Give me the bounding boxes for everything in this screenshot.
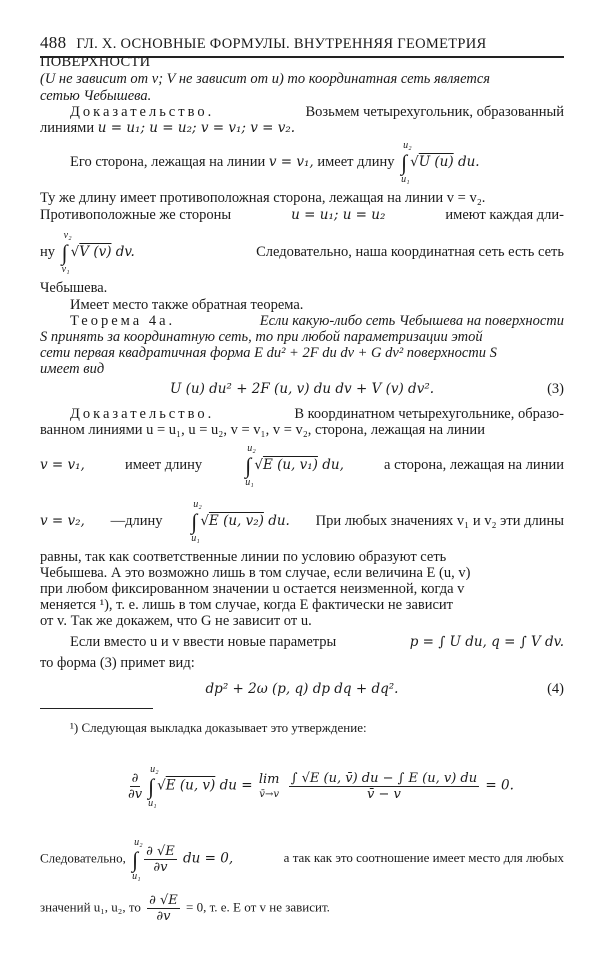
text-line <box>40 104 564 120</box>
formula-3 <box>40 381 564 397</box>
text: а сторона, лежащая на линии <box>384 457 564 473</box>
text-line <box>40 406 564 422</box>
upper-limit: u₂ <box>403 139 412 151</box>
running-header <box>40 34 564 71</box>
lower-limit: u₁ <box>191 532 200 544</box>
equation-number: (4) <box>547 681 564 697</box>
math: dp² + 2ω (p, q) dp dq + dq². <box>205 681 399 697</box>
equation-number: (3) <box>547 381 564 397</box>
text: Если какую-либо сеть Чебышева на поверхности <box>259 313 564 329</box>
math: U (u) <box>418 154 454 170</box>
math: p = ∫ U du, q = ∫ V dv. <box>409 634 564 650</box>
text: = 0, т. е. E от v не зависит. <box>186 899 330 915</box>
theorem-line: имеет вид <box>40 361 105 377</box>
text: Следовательно, <box>40 850 126 866</box>
math: ∂ <box>131 771 139 786</box>
text: —длину <box>110 513 163 529</box>
math: V (v) <box>79 244 112 260</box>
lower-limit: u₁ <box>401 173 410 185</box>
text-line: при любом фиксированном значении u остается неизменной, когда v <box>40 581 465 597</box>
proof-label: Доказательство. <box>70 104 215 120</box>
text: При любых значениях v₁ и v₂ эти длины <box>315 513 564 529</box>
text: имеет длину <box>125 457 203 473</box>
text-line: v = v₁, имеет длину ∫ u₂ u₁ √E (u, v₁) du, а сторона, лежащая на линии <box>40 442 564 488</box>
text-line <box>40 120 564 136</box>
footnote-line <box>40 836 564 882</box>
math: du. <box>268 513 290 529</box>
text-line: от v. Так же докажем, что G не зависит от u. <box>40 613 312 629</box>
text: В координатном четырехугольнике, образо- <box>294 406 564 422</box>
header-rule <box>40 56 564 58</box>
math: ∂ √E <box>146 844 175 859</box>
integral-sign: ∫ u₂ u₁ <box>191 498 202 544</box>
math: lim <box>258 771 280 787</box>
proof-label: Доказательство. <box>70 406 215 422</box>
math: du. <box>457 154 480 170</box>
text-line: то форма (3) примет вид: <box>40 655 195 671</box>
math: v̄ − v <box>366 787 401 802</box>
upper-limit: u₂ <box>247 442 256 454</box>
text: Противоположные же стороны <box>40 207 232 223</box>
text: имеют каждая дли- <box>445 207 564 223</box>
math: U (u) du² + 2F (u, v) du dv + V (v) dv². <box>169 381 435 397</box>
footnote-line <box>40 893 564 924</box>
math: v̄→v <box>259 788 279 800</box>
integral-sign: ∫ u₂ u₁ <box>132 836 143 882</box>
running-title: ГЛ. X. ОСНОВНЫЕ ФОРМУЛЫ. ВНУТРЕННЯЯ ГЕОМЕТРИЯ ПОВЕРХНОСТИ <box>40 36 487 70</box>
integral-sign: ∫ v₂ v₁ <box>61 229 72 275</box>
upper-limit: u₂ <box>193 498 202 510</box>
math: v = v₁, <box>40 457 85 473</box>
upper-limit: u₂ <box>150 763 159 775</box>
math: u = u₁; u = u₂ <box>291 207 386 223</box>
math: = 0. <box>485 777 514 794</box>
footnote-rule <box>40 708 153 709</box>
text-line <box>40 634 564 650</box>
text-line: равны, так как соответственные линии по условию образуют сеть <box>40 549 447 565</box>
integral-sign: ∫ u₂ u₁ <box>245 442 256 488</box>
math: E (u, v₁) <box>262 457 318 473</box>
math: v = v₂, <box>40 513 85 529</box>
theorem-line: сети первая квадратичная форма E du² + 2F du dv + G dv² поверхности S <box>40 345 497 361</box>
text-line: ну ∫ v₂ v₁ √V (v) dv. Следовательно, наша координатная сеть есть сеть <box>40 229 564 275</box>
lower-limit: u₁ <box>148 797 157 809</box>
integral-sign: ∫ u₂ u₁ <box>148 763 159 809</box>
math: v = v₁, <box>268 154 314 170</box>
math: ∂v <box>153 860 168 875</box>
math: ∫ √E (u, v̄) du − ∫ E (u, v) du <box>290 771 478 786</box>
text: имеет длину <box>317 154 395 170</box>
math: ∂ √E <box>149 893 178 908</box>
lower-limit: u₁ <box>245 476 254 488</box>
upper-limit: u₂ <box>134 836 143 848</box>
formula-4 <box>40 681 564 697</box>
text-line: Его сторона, лежащая на линии v = v₁, имеет длину ∫ u₂ u₁ √U (u) du. <box>70 139 480 185</box>
theorem-line: S принять за координатную сеть, то при любой параметризации этой <box>40 329 483 345</box>
text-line: Чебышева. <box>40 280 108 296</box>
text: Возьмем четырехугольник, образованный <box>305 104 564 120</box>
math: E (u, v₂) <box>208 513 264 529</box>
theorem-line <box>40 313 564 329</box>
text: а так как это соотношение имеет место для любых <box>283 850 564 866</box>
text: значений u₁, u₂, то <box>40 899 141 915</box>
text-line: ванном линиями u = u₁, u = u₂, v = v₁, v = v₂, сторона, лежащая на линии <box>40 422 485 438</box>
text-line: Чебышева. А это возможно лишь в том случае, если величина E (u, v) <box>40 565 471 581</box>
text-line: меняется ¹), т. е. лишь в том случае, когда E фактически не зависит <box>40 597 454 613</box>
text-line: Имеет место также обратная теорема. <box>70 297 304 313</box>
upper-limit: v₂ <box>63 229 72 241</box>
math: ∂v <box>156 909 171 924</box>
text-line: сетью Чебышева. <box>40 88 152 104</box>
math: u = u₁; u = u₂; v = v₁; v = v₂. <box>97 120 296 136</box>
math: ∂v <box>128 787 143 802</box>
math: dv. <box>115 244 135 260</box>
text-line <box>40 207 564 223</box>
math: E (u, v) <box>165 777 216 794</box>
lower-limit: v₁ <box>61 263 70 275</box>
text-line: v = v₂, —длину ∫ u₂ u₁ √E (u, v₂) du. При любых значениях v₁ и v₂ эти длины <box>40 498 564 544</box>
text-line: (U не зависит от v; V не зависит от u) то координатная сеть является <box>40 71 491 87</box>
text: Следовательно, наша координатная сеть есть сеть <box>256 244 564 260</box>
integral-sign: ∫ u₂ u₁ <box>401 139 412 185</box>
math: du = <box>219 777 253 794</box>
lower-limit: u₁ <box>132 870 141 882</box>
text: ну <box>40 244 56 260</box>
text: Его сторона, лежащая на линии <box>70 154 266 170</box>
page-number: 488 <box>40 33 67 52</box>
theorem-label: Теорема 4а. <box>70 313 176 329</box>
footnote-formula: $\frac{\partial}{\partial v}$ ∫ u₂ u₁ √E (u, v) du = lim v̄→v $\frac{\int √E (u, v̄) du - \int E (u, v) du}{v̄ - v}$ = 0. <box>128 763 514 809</box>
text-line: Ту же длину имеет противоположная сторона, лежащая на линии v = v₂. <box>40 190 486 206</box>
text: Если вместо u и v ввести новые параметры <box>70 634 337 650</box>
footnote-line: ¹) Следующая выкладка доказывает это утверждение: <box>70 720 367 735</box>
math: du = 0, <box>183 850 234 867</box>
math: du, <box>322 457 344 473</box>
text: линиями <box>40 120 95 136</box>
